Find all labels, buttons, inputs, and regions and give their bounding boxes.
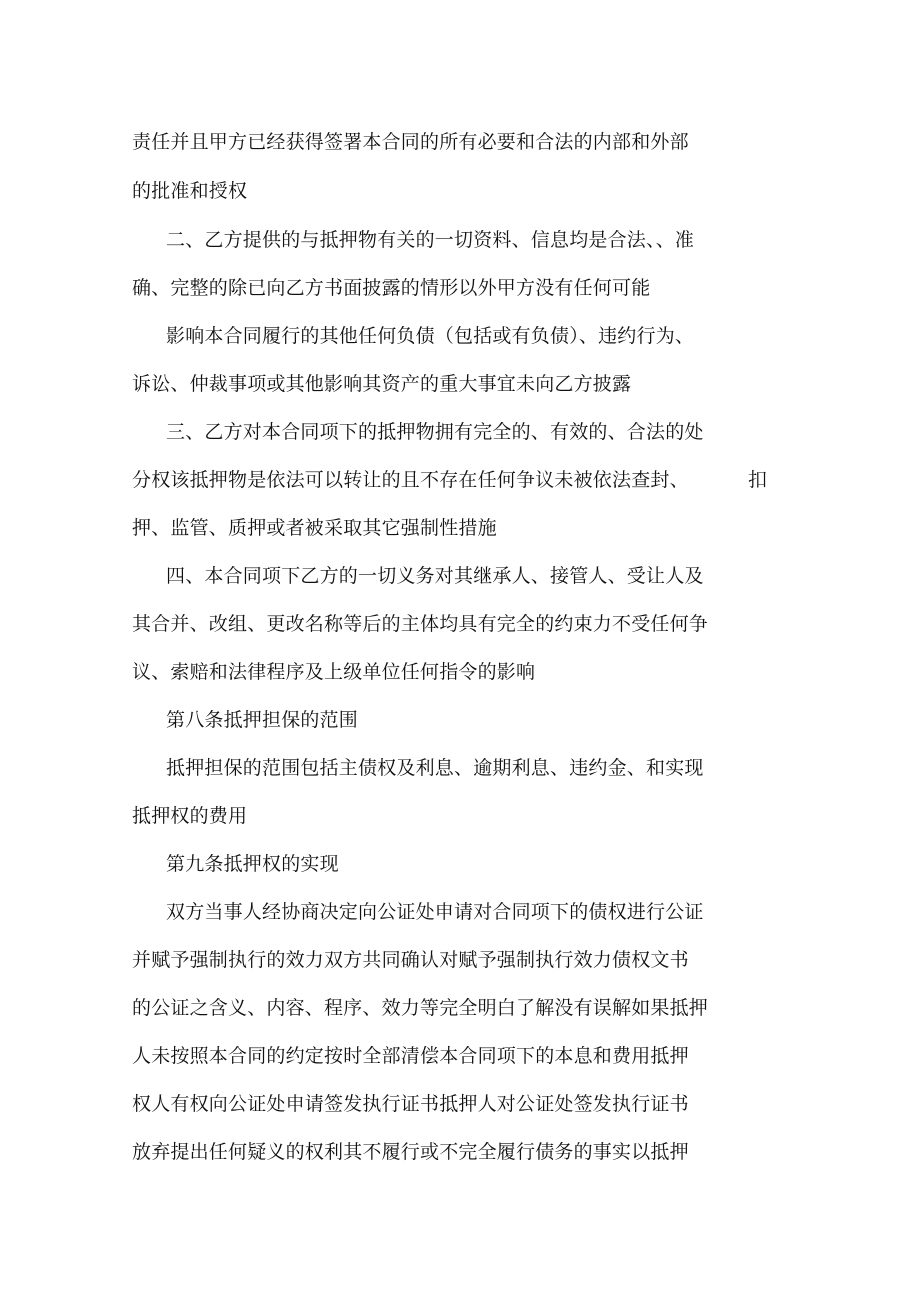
text-line: 双方当事人经协商决定向公证处申请对合同项下的债权进行公证 xyxy=(166,901,704,923)
text-line: 的批准和授权 xyxy=(132,180,248,202)
text-line-fragment: 扣 xyxy=(748,469,768,491)
section-heading: 第八条抵押担保的范围 xyxy=(166,709,359,731)
text-line: 诉讼、仲裁事项或其他影响其资产的重大事宜未向乙方披露 xyxy=(132,373,632,395)
text-line: 三、乙方对本合同项下的抵押物拥有完全的、有效的、合法的处 xyxy=(166,421,704,443)
text-line: 四、本合同项下乙方的一切义务对其继承人、接管人、受让人及 xyxy=(166,565,704,587)
text-line: 人未按照本合同的约定按时全部清偿本合同项下的本息和费用抵押 xyxy=(132,1045,689,1067)
text-line: 抵押权的费用 xyxy=(132,805,248,827)
text-line: 抵押担保的范围包括主债权及利息、逾期利息、违约金、和实现 xyxy=(166,757,704,779)
text-line: 押、监管、质押或者被采取其它强制性措施 xyxy=(132,517,497,539)
text-line: 的公证之含义、内容、程序、效力等完全明白了解没有误解如果抵押 xyxy=(132,997,709,1019)
text-line: 责任并且甲方已经获得签署本合同的所有必要和合法的内部和外部 xyxy=(132,131,689,153)
text-line: 分权该抵押物是依法可以转让的且不存在任何争议未被依法查封、 xyxy=(132,469,689,491)
text-line: 权人有权向公证处申请签发执行证书抵押人对公证处签发执行证书 xyxy=(132,1093,689,1115)
text-line: 放弃提出任何疑义的权利其不履行或不完全履行债务的事实以抵押 xyxy=(132,1141,689,1163)
text-line: 影响本合同履行的其他任何负债（包括或有负债）、违约行为、 xyxy=(166,325,695,347)
text-line: 二、乙方提供的与抵押物有关的一切资料、信息均是合法、、准 xyxy=(166,229,695,251)
section-heading: 第九条抵押权的实现 xyxy=(166,853,339,875)
text-line: 其合并、改组、更改名称等后的主体均具有完全的约束力不受任何争 xyxy=(132,613,709,635)
text-line: 议、索赔和法律程序及上级单位任何指令的影响 xyxy=(132,661,536,683)
text-line: 确、完整的除已向乙方书面披露的情形以外甲方没有任何可能 xyxy=(132,277,651,299)
text-line: 并赋予强制执行的效力双方共同确认对赋予强制执行效力债权文书 xyxy=(132,949,689,971)
